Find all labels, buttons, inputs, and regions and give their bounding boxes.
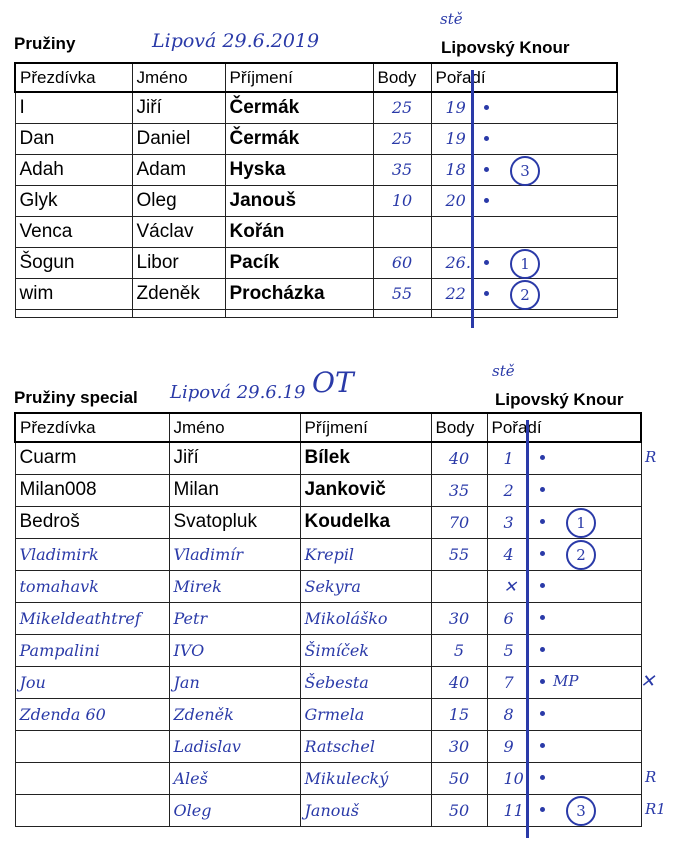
cell-nick: Mikeldeathtref (15, 602, 169, 634)
cell-last: Procházka (225, 278, 373, 309)
cell-nick: Pampalini (15, 634, 169, 666)
table-row-empty (15, 309, 617, 317)
cell-nick: tomahavk (15, 570, 169, 602)
cell-nick: Zdenda 60 (15, 698, 169, 730)
cell-nick: I (15, 92, 132, 123)
col-header-first: Jméno (169, 413, 300, 442)
cell-last: Ratschel (300, 730, 431, 762)
side-note: MP (553, 672, 579, 690)
cell-body: 60 (373, 247, 431, 278)
cell-nick: Glyk (15, 185, 132, 216)
col-header-rank: Pořadí (431, 63, 617, 92)
mark-dot (484, 260, 489, 265)
cell-body: 70 (431, 506, 487, 538)
rank-divider-line (471, 70, 474, 328)
col-header-body: Body (373, 63, 431, 92)
cell-body: 30 (431, 602, 487, 634)
cell-first: Oleg (132, 185, 225, 216)
cell-rank: 20 (431, 185, 617, 216)
cell-body: 35 (431, 474, 487, 506)
cell-nick (15, 762, 169, 794)
cell-empty (225, 309, 373, 317)
table-row (15, 474, 641, 506)
cell-body: 25 (373, 92, 431, 123)
table1-title: Pružiny (14, 34, 76, 53)
cell-last: Mikulecký (300, 762, 431, 794)
cell-nick: Šogun (15, 247, 132, 278)
cell-first: Adam (132, 154, 225, 185)
cell-nick: Jou (15, 666, 169, 698)
cell-last: Pacík (225, 247, 373, 278)
cell-rank: 3 (487, 506, 641, 538)
mark-dot (540, 487, 545, 492)
cell-last: Grmela (300, 698, 431, 730)
col-header-last: Příjmení (225, 63, 373, 92)
mark-dot (540, 679, 545, 684)
mark-dot (484, 291, 489, 296)
cell-last: Čermák (225, 92, 373, 123)
cell-rank: 1 (487, 442, 641, 474)
circled-place-number: 3 (510, 156, 540, 186)
cell-body (373, 216, 431, 247)
mark-dot (540, 775, 545, 780)
mark-dot (540, 807, 545, 812)
table-row (15, 602, 641, 634)
cell-rank: 26. (431, 247, 617, 278)
cell-last: Janouš (300, 794, 431, 826)
cell-body: 5 (431, 634, 487, 666)
mark-dot (540, 647, 545, 652)
col-header-body: Body (431, 413, 487, 442)
cell-rank: 8 (487, 698, 641, 730)
mark-dot (540, 455, 545, 460)
cell-last: Sekyra (300, 570, 431, 602)
cell-rank: 10 (487, 762, 641, 794)
cell-first: Aleš (169, 762, 300, 794)
table1-date: Lipová 29.6.2019 (152, 30, 320, 52)
cell-body: 35 (373, 154, 431, 185)
cell-first: Libor (132, 247, 225, 278)
cell-body: 30 (431, 730, 487, 762)
cell-first: Daniel (132, 123, 225, 154)
cell-rank: 2 (487, 474, 641, 506)
cell-first: Jiří (169, 442, 300, 474)
table1-ste-note: stě (440, 10, 463, 28)
mark-dot (540, 615, 545, 620)
cell-last: Čermák (225, 123, 373, 154)
col-header-nick: Přezdívka (15, 63, 132, 92)
cell-body: 25 (373, 123, 431, 154)
cell-body (431, 570, 487, 602)
cell-empty (373, 309, 431, 317)
rank-divider-line (526, 420, 529, 838)
table2-team: Lipovský Knour (495, 390, 624, 409)
cell-body: 15 (431, 698, 487, 730)
cell-first: Oleg (169, 794, 300, 826)
cell-body: 50 (431, 794, 487, 826)
cell-nick: Venca (15, 216, 132, 247)
col-header-nick: Přezdívka (15, 413, 169, 442)
cell-rank: 19 (431, 92, 617, 123)
table2-date: Lipová 29.6.19 (170, 382, 306, 403)
side-note: R (645, 448, 657, 466)
mark-dot (540, 711, 545, 716)
side-note: R1 (645, 800, 666, 818)
cell-nick: Vladimirk (15, 538, 169, 570)
cell-body: 55 (373, 278, 431, 309)
table-row (15, 698, 641, 730)
cell-nick: Adah (15, 154, 132, 185)
circled-place-number: 1 (566, 508, 596, 538)
cell-first: Svatopluk (169, 506, 300, 538)
cell-first: Zdeněk (132, 278, 225, 309)
mark-dot (484, 136, 489, 141)
cell-body: 55 (431, 538, 487, 570)
cell-last: Janouš (225, 185, 373, 216)
cell-first: Jan (169, 666, 300, 698)
cell-rank: 5 (487, 634, 641, 666)
cell-last: Bílek (300, 442, 431, 474)
table-row (15, 762, 641, 794)
mark-dot (484, 105, 489, 110)
table-row (15, 185, 617, 216)
table-row (15, 538, 641, 570)
cell-body: 50 (431, 762, 487, 794)
cell-nick: Cuarm (15, 442, 169, 474)
table2-title: Pružiny special (14, 388, 138, 407)
cell-last: Mikoláško (300, 602, 431, 634)
cell-rank: 11 (487, 794, 641, 826)
col-header-rank: Pořadí (487, 413, 641, 442)
cell-first: Petr (169, 602, 300, 634)
cell-first: IVO (169, 634, 300, 666)
mark-dot (540, 583, 545, 588)
cell-body: 40 (431, 666, 487, 698)
cell-rank: 4 (487, 538, 641, 570)
table-row (15, 92, 617, 123)
cell-nick: wim (15, 278, 132, 309)
col-header-first: Jméno (132, 63, 225, 92)
cell-rank: 9 (487, 730, 641, 762)
cell-first: Milan (169, 474, 300, 506)
table1 (14, 62, 618, 318)
cell-last: Koudelka (300, 506, 431, 538)
table1-team: Lipovský Knour (441, 38, 570, 57)
table-row (15, 666, 641, 698)
cell-nick (15, 730, 169, 762)
table2-header-row (15, 413, 641, 442)
table-row (15, 794, 641, 826)
cell-rank: ✕ (487, 570, 641, 602)
mark-dot (540, 743, 545, 748)
cell-rank: 18 (431, 154, 617, 185)
cell-rank: 22 (431, 278, 617, 309)
cell-empty (15, 309, 132, 317)
cell-empty (132, 309, 225, 317)
cell-first: Zdeněk (169, 698, 300, 730)
cell-nick: Bedroš (15, 506, 169, 538)
side-note: R (645, 768, 657, 786)
cell-empty (431, 309, 617, 317)
col-header-last: Příjmení (300, 413, 431, 442)
table-row (15, 442, 641, 474)
table2-ste-note: stě (492, 362, 515, 380)
cell-last: Šebesta (300, 666, 431, 698)
circled-place-number: 1 (510, 249, 540, 279)
cell-body: 40 (431, 442, 487, 474)
table1-header-row (15, 63, 617, 92)
cell-body: 10 (373, 185, 431, 216)
cell-first: Vladimír (169, 538, 300, 570)
cell-rank: 7 (487, 666, 641, 698)
cell-rank: 6 (487, 602, 641, 634)
cell-nick (15, 794, 169, 826)
table2 (14, 412, 642, 827)
cell-first: Jiří (132, 92, 225, 123)
cell-last: Šimíček (300, 634, 431, 666)
table-row (15, 730, 641, 762)
table-row (15, 634, 641, 666)
circled-place-number: 2 (566, 540, 596, 570)
mark-dot (540, 551, 545, 556)
mark-dot (484, 198, 489, 203)
cell-rank (431, 216, 617, 247)
mark-dot (484, 167, 489, 172)
cell-nick: Milan008 (15, 474, 169, 506)
table-row (15, 506, 641, 538)
table2-tag: OT (312, 366, 354, 399)
circled-place-number: 3 (566, 796, 596, 826)
cell-last: Kořán (225, 216, 373, 247)
circled-place-number: 2 (510, 280, 540, 310)
cell-first: Ladislav (169, 730, 300, 762)
cell-last: Jankovič (300, 474, 431, 506)
cell-last: Hyska (225, 154, 373, 185)
cross-mark: ✕ (640, 671, 656, 692)
cell-first: Václav (132, 216, 225, 247)
table-row (15, 123, 617, 154)
cell-rank: 19 (431, 123, 617, 154)
table-row (15, 216, 617, 247)
cell-last: Krepil (300, 538, 431, 570)
table-row (15, 570, 641, 602)
cell-first: Mirek (169, 570, 300, 602)
cell-nick: Dan (15, 123, 132, 154)
mark-dot (540, 519, 545, 524)
